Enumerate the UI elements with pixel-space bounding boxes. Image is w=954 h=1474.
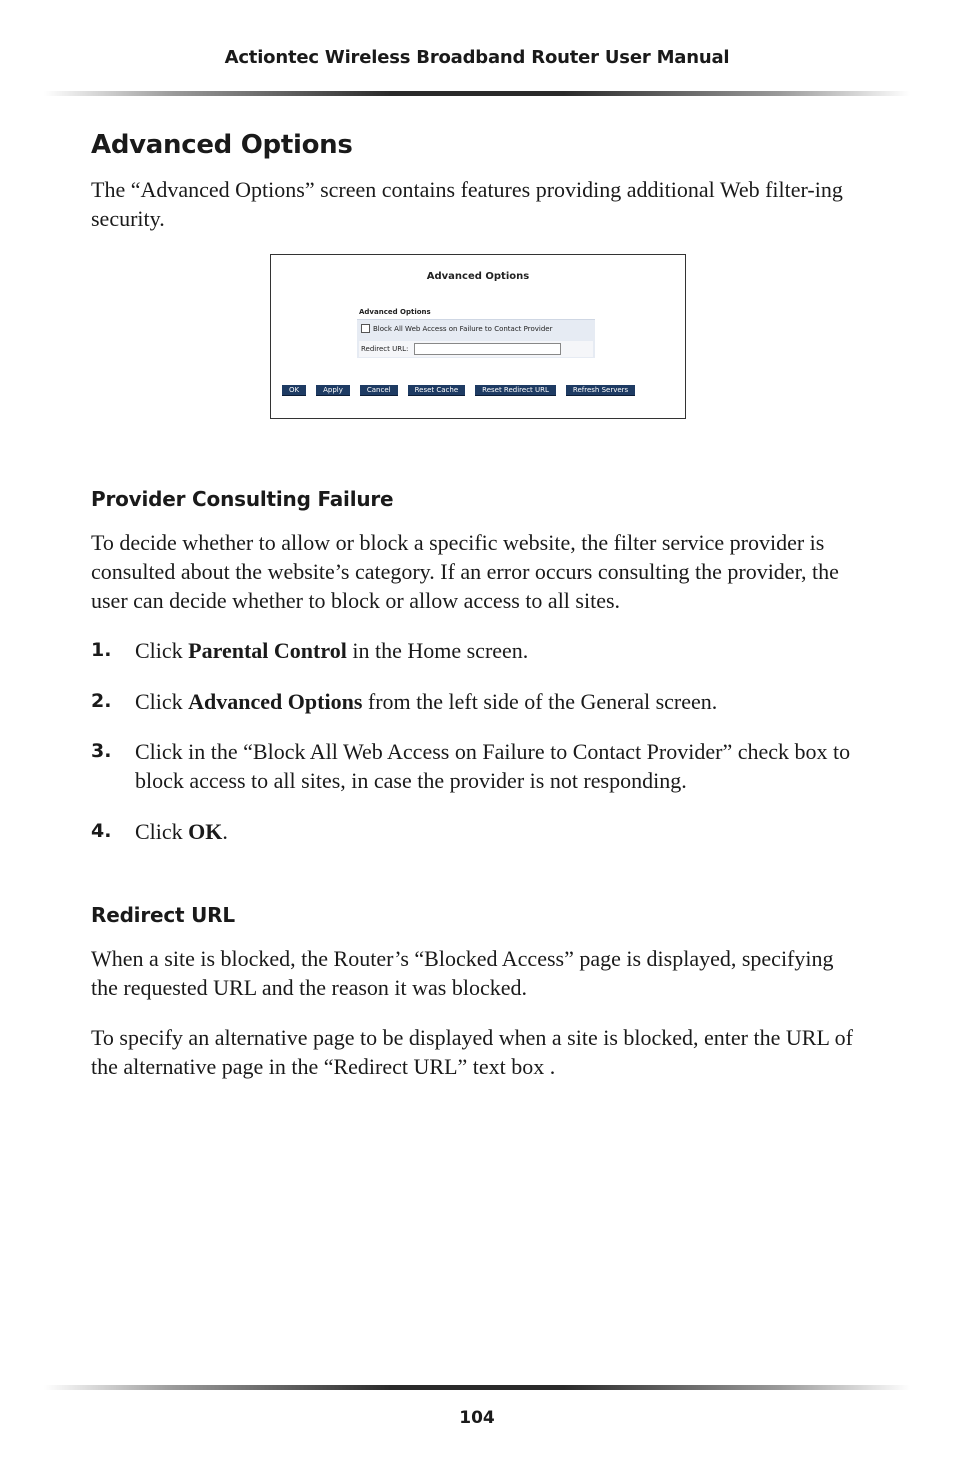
step-text-pre: Click in the “Block All Web Access on Failure to Contact Provider” check box to block access to all sites, in case the provider is not responding. bbox=[135, 739, 851, 793]
screenshot-group-label: Advanced Options bbox=[359, 308, 431, 316]
redirect-url-row bbox=[359, 341, 593, 357]
step-text-pre: Click bbox=[135, 638, 189, 663]
refresh-servers-button[interactable]: Refresh Servers bbox=[566, 385, 635, 396]
step-number: 4. bbox=[91, 820, 112, 842]
apply-button[interactable]: Apply bbox=[316, 385, 350, 396]
page-number: 104 bbox=[459, 1408, 495, 1428]
ok-button[interactable]: OK bbox=[282, 385, 306, 396]
screenshot-options-panel bbox=[357, 319, 595, 358]
step-text-bold: Parental Control bbox=[188, 638, 347, 663]
screenshot-button-bar bbox=[282, 385, 635, 396]
advanced-options-screenshot bbox=[270, 254, 686, 419]
step-item bbox=[91, 636, 861, 665]
screenshot-title: Advanced Options bbox=[426, 271, 530, 282]
step-text-bold: OK bbox=[188, 819, 223, 844]
provider-steps bbox=[91, 636, 861, 846]
step-text-bold: Advanced Options bbox=[188, 689, 363, 714]
step-text-post: from the left side of the General screen. bbox=[362, 689, 718, 714]
step-item bbox=[91, 737, 861, 795]
running-header: Actiontec Wireless Broadband Router User Manual bbox=[224, 47, 730, 68]
step-text-post: in the Home screen. bbox=[346, 638, 529, 663]
reset-redirect-url-button[interactable]: Reset Redirect URL bbox=[475, 385, 556, 396]
redirect-url-input[interactable] bbox=[414, 343, 561, 355]
redirect-url-label: Redirect URL: bbox=[361, 345, 409, 353]
intro-paragraph: The “Advanced Options” screen contains features providing additional Web filter-ing security. bbox=[91, 177, 843, 231]
step-text-pre: Click bbox=[135, 819, 189, 844]
redirect-paragraph-1: When a site is blocked, the Router’s “Blocked Access” page is displayed, specifying the requested URL and the reason it was blocked. bbox=[91, 946, 834, 1000]
provider-heading: Provider Consulting Failure bbox=[91, 487, 394, 511]
step-text-post: . bbox=[222, 819, 228, 844]
step-text-pre: Click bbox=[135, 689, 189, 714]
footer-rule bbox=[44, 1385, 910, 1390]
step-item bbox=[91, 817, 861, 846]
provider-paragraph: To decide whether to allow or block a specific website, the filter service provider is consulted about the website’s category. If an error occurs consulting the provider, the user can decide whether to block or allow access to all sites. bbox=[91, 530, 839, 613]
block-all-label: Block All Web Access on Failure to Contact Provider bbox=[373, 324, 553, 333]
step-number: 1. bbox=[91, 639, 112, 661]
step-item bbox=[91, 687, 861, 716]
reset-cache-button[interactable]: Reset Cache bbox=[408, 385, 466, 396]
step-number: 2. bbox=[91, 690, 112, 712]
header-rule bbox=[44, 91, 910, 96]
block-all-checkbox[interactable] bbox=[361, 324, 370, 333]
redirect-heading: Redirect URL bbox=[91, 903, 235, 927]
redirect-paragraph-2: To specify an alternative page to be displayed when a site is blocked, enter the URL of the alternative page in the “Redirect URL” text box . bbox=[91, 1025, 853, 1079]
step-number: 3. bbox=[91, 740, 112, 762]
block-all-row bbox=[361, 324, 552, 333]
cancel-button[interactable]: Cancel bbox=[360, 385, 398, 396]
section-title: Advanced Options bbox=[91, 130, 353, 160]
